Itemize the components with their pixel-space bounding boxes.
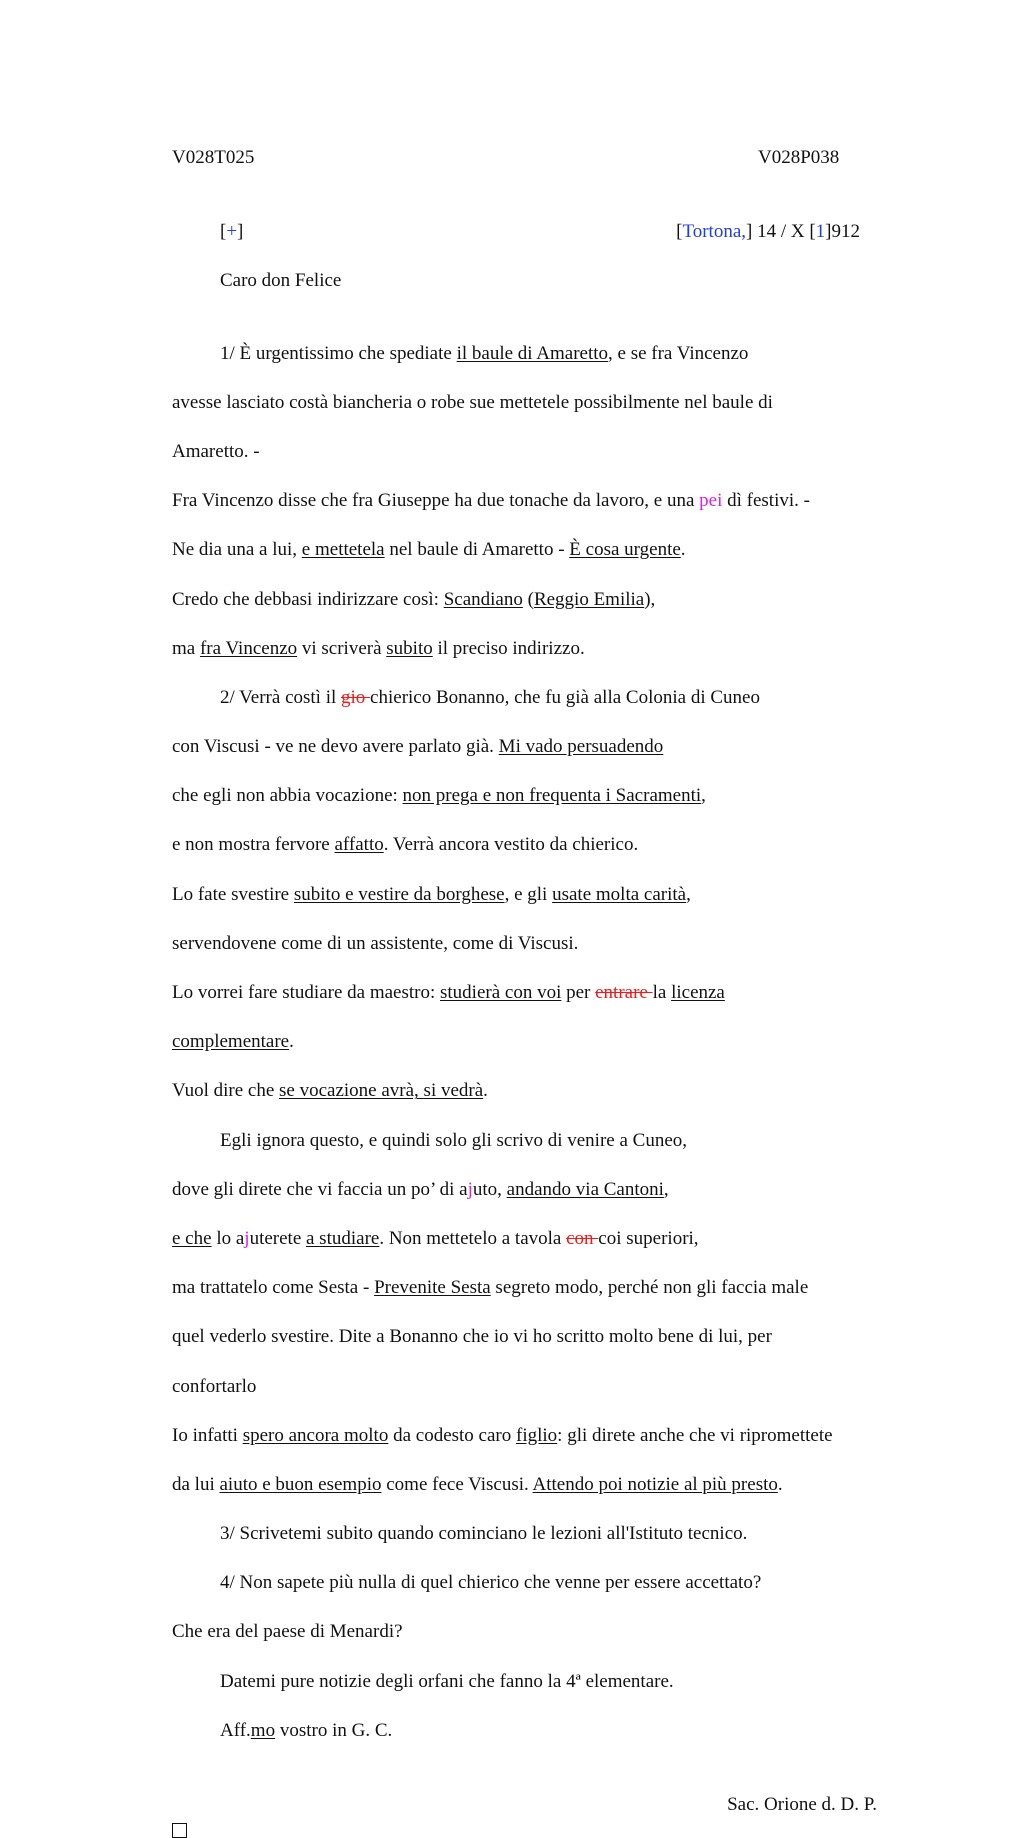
text-run: . Verrà ancora vestito da chierico.: [383, 834, 639, 856]
closing-line: [172, 1719, 892, 1744]
underlined-text: complementare: [172, 1031, 290, 1053]
text-run: servendovene come di un assistente, come di Viscusi.: [172, 932, 579, 954]
text-run: Credo che debbasi indirizzare così:: [172, 588, 444, 610]
text-run: vostro in G. C.: [275, 1719, 393, 1741]
letter-line: [172, 440, 892, 465]
underlined-text: Scandiano: [443, 588, 523, 610]
underlined-text: licenza: [671, 982, 725, 1004]
text-run: Datemi pure notizie degli orfani che fanno la 4ª elementare.: [220, 1670, 674, 1692]
underlined-text: e che: [172, 1227, 212, 1249]
document-code-right: V028P038: [758, 147, 840, 168]
text-run: ,: [663, 1178, 669, 1200]
editorial-text: j: [467, 1178, 473, 1200]
underlined-text: usate molta carità: [552, 883, 687, 905]
underlined-text: e mettetela: [301, 539, 385, 561]
text-run: Ne dia una a lui,: [172, 539, 302, 561]
letter-line: [172, 637, 892, 662]
text-run: 1/ È urgentissimo che spediate: [220, 342, 457, 364]
text-run: da lui: [172, 1473, 220, 1495]
letter-line: [172, 1670, 892, 1695]
underlined-text: studierà con voi: [440, 982, 562, 1004]
letter-line: [172, 1424, 892, 1449]
text-run: il preciso indirizzo.: [432, 637, 585, 659]
underlined-text: se vocazione avrà, si vedrà: [279, 1080, 484, 1102]
text-run: segreto modo, perché non gli faccia male: [490, 1277, 809, 1299]
text-run: Amaretto. -: [172, 440, 260, 462]
underlined-text: non prega e non frequenta i Sacramenti: [402, 785, 702, 807]
letter-line: [172, 833, 892, 858]
text-run: dove gli direte che vi faccia un po’ di a: [172, 1178, 468, 1200]
text-run: (: [522, 588, 534, 610]
text-run: con Viscusi - ve ne devo avere parlato già.: [172, 736, 499, 758]
letter-line: [172, 538, 892, 563]
underlined-text: subito: [386, 637, 433, 659]
letter-line: [172, 1079, 892, 1104]
text-run: .: [680, 539, 686, 561]
text-run: Lo fate svestire: [172, 883, 294, 905]
text-run: che egli non abbia vocazione:: [172, 785, 403, 807]
text-run: 2/ Verrà costì il: [220, 686, 342, 708]
letter-line: [172, 489, 892, 514]
underlined-text: Attendo poi notizie al più presto: [532, 1473, 778, 1495]
text-run: . Non mettetelo a tavola: [379, 1227, 567, 1249]
text-run: da codesto caro: [388, 1424, 516, 1446]
letter-line: [172, 1620, 892, 1645]
text-run: : gli direte anche che vi ripromettete: [557, 1424, 833, 1446]
letter-line: [172, 1030, 892, 1055]
document-header: [172, 146, 892, 170]
text-run: e non mostra fervore: [172, 834, 335, 856]
text-run: ma: [172, 637, 200, 659]
letter-line: [172, 735, 892, 760]
text-run: Fra Vincenzo disse che fra Giuseppe ha due tonache da lavoro, e una: [172, 490, 700, 512]
letter-line: [172, 784, 892, 809]
underlined-text: affatto: [334, 834, 384, 856]
underlined-text: aiuto e buon esempio: [219, 1473, 382, 1495]
editorial-plus-marker: [+]: [220, 221, 244, 242]
deleted-text: con: [566, 1227, 599, 1249]
text-run: Vuol dire che: [172, 1080, 280, 1102]
text-run: come fece Viscusi.: [381, 1473, 533, 1495]
letter-page: [172, 146, 892, 1838]
text-run: per: [561, 982, 596, 1004]
letter-line: [172, 1129, 892, 1154]
letter-line: [172, 981, 892, 1006]
letter-line: [172, 391, 892, 416]
text-run: Io infatti: [172, 1424, 243, 1446]
signature: Sac. Orione d. D. P.: [727, 1794, 877, 1816]
text-run: vi scriverà: [297, 637, 387, 659]
text-run: confortarlo: [172, 1375, 257, 1397]
deleted-text: gio: [341, 686, 371, 708]
letter-line: [172, 686, 892, 711]
editorial-text: pei: [699, 490, 723, 512]
letter-line: [172, 1325, 892, 1350]
letter-line: [172, 1276, 892, 1301]
document-code-left: V028T025: [172, 147, 255, 168]
text-run: coi superiori,: [598, 1227, 699, 1249]
underlined-text: figlio: [516, 1424, 558, 1446]
year-digit: 1: [815, 221, 826, 242]
letter-line: [172, 1473, 892, 1498]
underlined-text: mo: [250, 1719, 276, 1741]
place-date-row: [172, 220, 892, 244]
text-run: dì festivi. -: [722, 490, 810, 512]
underlined-text: il baule di Amaretto: [456, 342, 609, 364]
letter-line: [172, 1522, 892, 1547]
underlined-text: Prevenite Sesta: [374, 1277, 491, 1299]
text-run: Lo vorrei fare studiare da maestro:: [172, 982, 440, 1004]
text-run: 4/ Non sapete più nulla di quel chierico che venne per essere accettato?: [220, 1572, 762, 1594]
letter-body: [172, 317, 892, 1768]
text-run: .: [483, 1080, 488, 1102]
editorial-text: j: [244, 1227, 250, 1249]
underlined-text: andando via Cantoni: [506, 1178, 664, 1200]
text-run: .: [777, 1473, 783, 1495]
text-run: quel vederlo svestire. Dite a Bonanno che io vi ho scritto molto bene di lui, per: [172, 1326, 772, 1348]
letter-line: [172, 1571, 892, 1596]
text-run: nel baule di Amaretto -: [384, 539, 570, 561]
text-run: ,: [686, 883, 691, 905]
deleted-text: entrare: [595, 982, 653, 1004]
letter-line: [172, 932, 892, 957]
place-name: Tortona,: [682, 221, 747, 242]
underlined-text: È cosa urgente: [569, 539, 681, 561]
text-run: ma trattatelo come Sesta -: [172, 1277, 375, 1299]
text-run: Aff.: [220, 1719, 251, 1741]
text-run: uto,: [472, 1178, 507, 1200]
letter-line: [172, 1178, 892, 1203]
underlined-text: spero ancora molto: [242, 1424, 389, 1446]
letter-line: [172, 342, 892, 367]
letter-line: [172, 1375, 892, 1400]
text-run: avesse lasciato costà biancheria o robe sue mettetele possibilmente nel baule di: [172, 391, 773, 413]
letter-line: [172, 883, 892, 908]
text-run: Egli ignora questo, e quindi solo gli scrivo di venire a Cuneo,: [220, 1129, 688, 1151]
text-run: la: [652, 982, 672, 1004]
text-run: chierico Bonanno, che fu già alla Colonia di Cuneo: [370, 686, 760, 708]
text-run: lo a: [211, 1227, 245, 1249]
underlined-text: subito e vestire da borghese: [293, 883, 505, 905]
text-run: uterete: [249, 1227, 306, 1249]
letter-line: [172, 1227, 892, 1252]
underlined-text: Reggio Emilia: [533, 588, 645, 610]
text-run: 3/ Scrivetemi subito quando cominciano le lezioni all'Istituto tecnico.: [220, 1523, 748, 1545]
place-and-date: [Tortona,] 14 / X [1]912: [676, 221, 860, 242]
text-run: Che era del paese di Menardi?: [172, 1621, 403, 1643]
text-run: ,: [701, 785, 706, 807]
text-run: , e se fra Vincenzo: [608, 342, 749, 364]
text-run: , e gli: [504, 883, 553, 905]
underlined-text: a studiare: [306, 1227, 380, 1249]
text-run: .: [289, 1031, 294, 1053]
underlined-text: fra Vincenzo: [199, 637, 298, 659]
end-of-document-square-icon: [172, 1823, 187, 1838]
letter-line: [172, 588, 892, 613]
underlined-text: Mi vado persuadendo: [498, 736, 664, 758]
salutation: Caro don Felice: [220, 270, 342, 291]
text-run: ),: [644, 588, 656, 610]
